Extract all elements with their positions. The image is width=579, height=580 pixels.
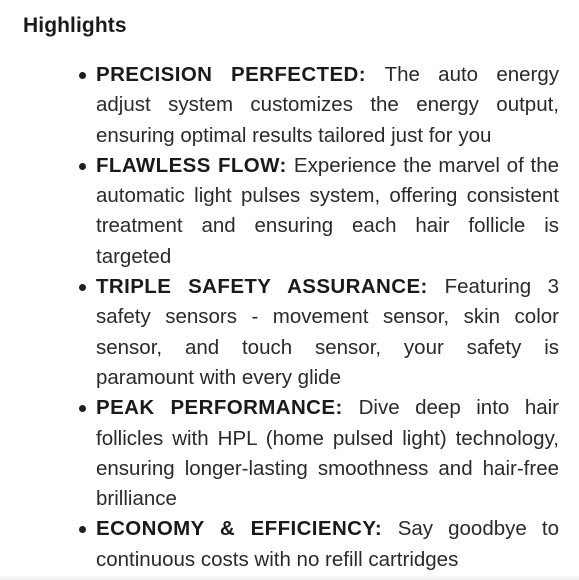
highlight-text: Featuring 3 safety sensors - movement sensor, skin color sensor, and touch sensor, your safety is paramount with every glide — [96, 275, 560, 389]
highlight-label: ECONOMY & EFFICIENCY: — [96, 517, 398, 541]
highlight-label: TRIPLE SAFETY ASSURANCE: — [96, 275, 445, 299]
bullet-icon — [79, 405, 86, 412]
highlight-label: PRECISION PERFECTED: — [96, 63, 385, 86]
highlight-text: Dive deep into hair follicles with HPL (home pulsed light) technology, ensuring longer-lasting smoothness and hair-free brilliance — [96, 396, 560, 511]
highlight-item-economy-efficiency — [96, 514, 559, 575]
highlights-list — [96, 60, 559, 575]
bullet-icon — [79, 72, 86, 79]
highlight-text: Experience the marvel of the automatic light pulses system, offering consistent treatment and ensuring each hair follicle is targeted — [96, 153, 560, 268]
highlight-item-triple-safety-assurance — [96, 272, 559, 393]
highlight-item-peak-performance — [96, 393, 559, 514]
bullet-icon — [79, 163, 86, 170]
highlight-text: The auto energy adjust system customizes the energy output, ensuring optimal results tailored just for you — [96, 63, 559, 147]
highlight-item-precision-perfected — [96, 60, 559, 151]
highlights-heading: Highlights — [23, 14, 127, 37]
bottom-fade-divider — [0, 574, 579, 580]
highlight-text: Say goodbye to continuous costs with no refill cartridges — [96, 517, 559, 571]
highlight-label: FLAWLESS FLOW: — [96, 153, 294, 177]
bullet-icon — [79, 526, 86, 533]
bullet-icon — [79, 284, 86, 291]
highlight-label: PEAK PERFORMANCE: — [96, 396, 359, 420]
highlight-item-flawless-flow — [96, 151, 559, 272]
